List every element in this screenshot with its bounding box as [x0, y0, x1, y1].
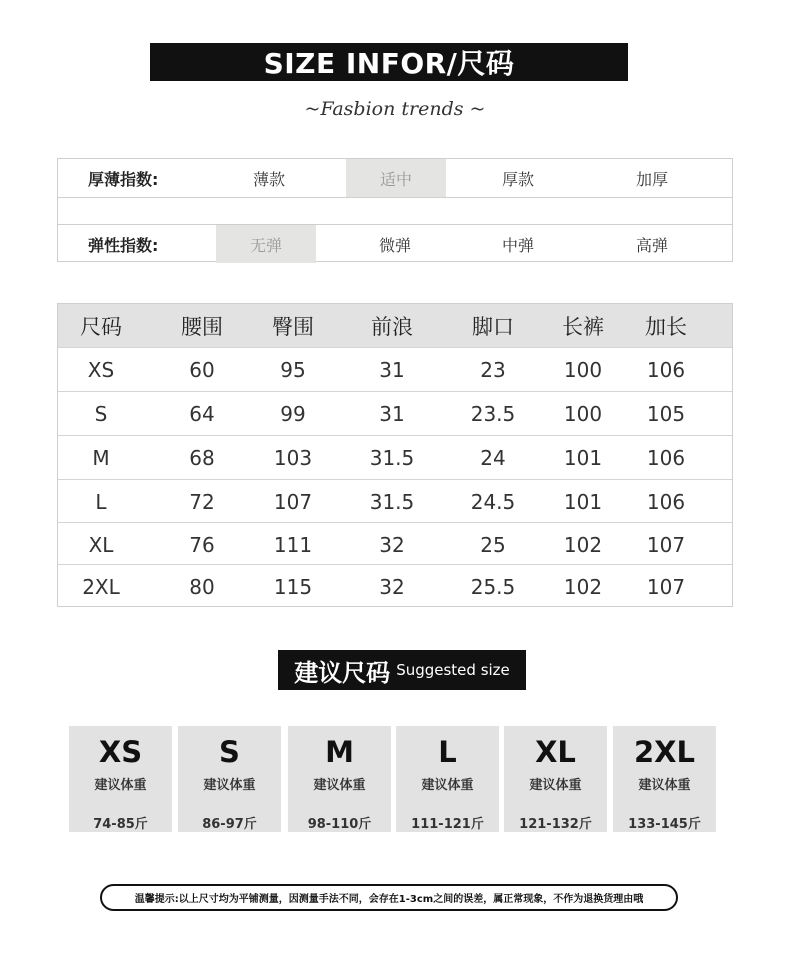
table-cell: 99: [280, 401, 306, 426]
table-cell: 31.5: [369, 445, 415, 470]
header-cell: 臀围: [272, 314, 314, 339]
table-cell: 103: [273, 445, 313, 470]
table-cell: 32: [379, 574, 405, 599]
suggested-size-title-en: Suggested size: [396, 661, 510, 679]
table-cell: 25.5: [470, 574, 516, 599]
card-weight: 74-85斤: [93, 817, 148, 832]
card-label: 建议体重: [421, 778, 474, 793]
card-label: 建议体重: [203, 778, 256, 793]
table-cell: XL: [88, 532, 114, 557]
table-cell: 25: [480, 532, 506, 557]
table-cell: 32: [379, 532, 405, 557]
table-cell: 106: [646, 489, 686, 514]
table-cell: 106: [646, 445, 686, 470]
elasticity-label: 弹性指数:: [88, 235, 159, 255]
header-cell: 脚口: [472, 314, 514, 339]
table-cell: 102: [563, 574, 603, 599]
header-cell: 长裤: [562, 314, 604, 339]
elasticity-row: [58, 224, 732, 263]
table-cell: 23: [480, 357, 506, 382]
size-card-s: [178, 726, 281, 832]
header-cell: 前浪: [371, 314, 413, 339]
table-cell: 100: [563, 401, 603, 426]
row-divider: [58, 197, 732, 198]
size-card-m: [288, 726, 391, 832]
table-cell: L: [95, 489, 107, 514]
elasticity-option-selected: 无弹: [216, 225, 316, 263]
table-cell: 24: [480, 445, 506, 470]
table-cell: 31: [379, 401, 405, 426]
card-label: 建议体重: [313, 778, 366, 793]
table-row: [58, 479, 732, 522]
card-weight: 86-97斤: [202, 817, 257, 832]
table-cell: 107: [273, 489, 313, 514]
table-cell: 31.5: [369, 489, 415, 514]
suggested-size-title-cn: 建议尺码: [294, 658, 391, 687]
thickness-option: 加厚: [635, 169, 668, 189]
table-cell: 64: [189, 401, 215, 426]
table-cell: 105: [646, 401, 686, 426]
table-row: [58, 391, 732, 434]
table-cell: 24.5: [470, 489, 516, 514]
table-cell: 80: [189, 574, 215, 599]
card-size: XL: [535, 735, 576, 769]
size-chart-table: [57, 303, 733, 607]
table-cell: 60: [189, 357, 215, 382]
table-row: [58, 522, 732, 565]
table-cell: XS: [87, 357, 115, 382]
header-cell: 腰围: [181, 314, 223, 339]
card-label: 建议体重: [94, 778, 147, 793]
elasticity-option: 微弹: [378, 235, 411, 255]
size-card-l: [396, 726, 499, 832]
table-cell: 100: [563, 357, 603, 382]
table-cell: 2XL: [82, 574, 120, 599]
fashion-subtitle: ~Fasbion trends ~: [304, 98, 486, 120]
thickness-option: 厚款: [501, 169, 534, 189]
table-cell: 107: [646, 532, 686, 557]
table-row: [58, 435, 732, 478]
index-table: [57, 158, 733, 262]
size-card-xs: [69, 726, 172, 832]
table-row: [58, 564, 732, 607]
elasticity-option: 中弹: [501, 235, 534, 255]
card-size: S: [219, 735, 240, 769]
elasticity-option: 高弹: [635, 235, 668, 255]
card-weight: 98-110斤: [307, 817, 372, 832]
card-size: XS: [98, 735, 143, 769]
card-weight: 121-132斤: [519, 817, 592, 832]
card-label: 建议体重: [529, 778, 582, 793]
table-cell: M: [92, 445, 110, 470]
thickness-option: 薄款: [252, 169, 285, 189]
table-cell: 31: [379, 357, 405, 382]
card-label: 建议体重: [638, 778, 691, 793]
table-cell: S: [94, 401, 108, 426]
table-cell: 68: [189, 445, 215, 470]
thickness-row: [58, 159, 732, 197]
card-size: L: [438, 735, 457, 769]
table-cell: 107: [646, 574, 686, 599]
table-cell: 102: [563, 532, 603, 557]
table-cell: 106: [646, 357, 686, 382]
table-cell: 23.5: [470, 401, 516, 426]
table-cell: 101: [563, 445, 603, 470]
size-info-title: SIZE INFOR/尺码: [150, 43, 628, 81]
card-size: M: [325, 735, 354, 769]
table-cell: 76: [189, 532, 215, 557]
card-weight: 111-121斤: [411, 817, 484, 832]
header-cell: 尺码: [80, 314, 122, 339]
table-cell: 95: [280, 357, 306, 382]
table-cell: 111: [273, 532, 313, 557]
size-card-2xl: [613, 726, 716, 832]
suggested-size-title: [278, 650, 526, 690]
table-cell: 101: [563, 489, 603, 514]
thickness-label: 厚薄指数:: [88, 169, 159, 189]
measurement-notice: 温馨提示:以上尺寸均为平铺测量，因测量手法不同，会存在1-3cm之间的误差，属正常现象，不作为退换货理由哦: [100, 884, 678, 911]
table-cell: 72: [189, 489, 215, 514]
thickness-option-selected: 适中: [346, 159, 446, 197]
size-table-header: [58, 304, 732, 347]
size-card-xl: [504, 726, 607, 832]
table-row: [58, 347, 732, 390]
header-cell: 加长: [645, 314, 687, 339]
card-size: 2XL: [633, 735, 696, 769]
table-cell: 115: [273, 574, 313, 599]
card-weight: 133-145斤: [628, 817, 701, 832]
